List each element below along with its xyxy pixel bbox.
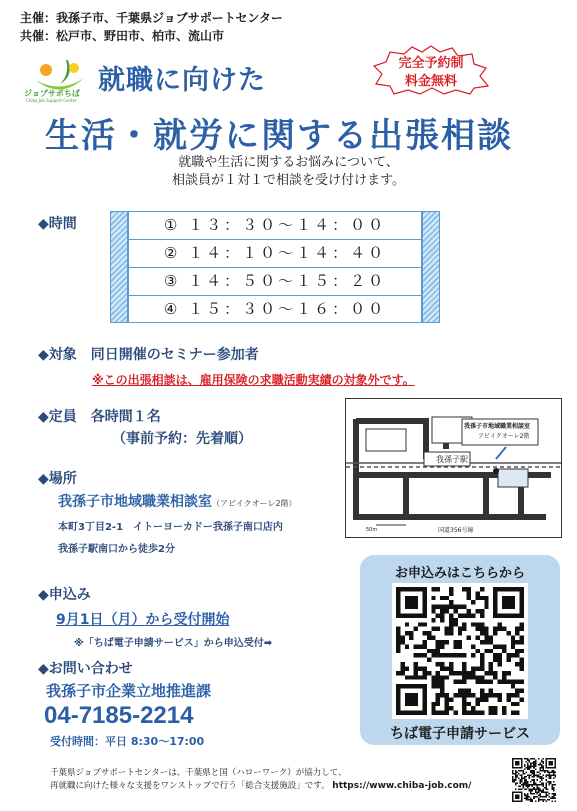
time-heading: ◆時間 <box>38 216 77 232</box>
qr-caption: ちば電子申請サービス <box>390 726 530 742</box>
map-office-sub: アビイクオーレ2階 <box>478 433 530 440</box>
place-name-text: 我孫子市地域職業相談室 <box>58 494 212 510</box>
location-map <box>345 398 562 538</box>
apply-start: 9月1日（月）から受付開始 <box>56 612 230 628</box>
map-station-label: 我孫子駅 <box>436 455 468 464</box>
time-slot: ① １３：３０～１４：００ <box>129 212 421 240</box>
stripe-right <box>422 211 440 323</box>
contact-phone: 04-7185-2214 <box>44 702 194 729</box>
stamp-line1: 完全予約制 <box>398 56 464 71</box>
place-heading: ◆場所 <box>38 471 77 487</box>
capacity-heading: ◆定員 各時間１名 <box>38 409 161 425</box>
time-slot: ④ １５：３０～１６：００ <box>163 300 387 318</box>
time-table <box>110 211 440 323</box>
footer-url[interactable]: https://www.chiba-job.com/ <box>332 781 472 791</box>
cohost-line: 共催：松戸市、野田市、柏市、流山市 <box>20 29 225 43</box>
time-slot: ③ １４：５０～１５：２０ <box>129 268 421 296</box>
apply-qr-panel[interactable] <box>360 555 560 745</box>
footer-line1: 千葉県ジョブサポートセンターは、千葉県と国（ハローワーク）が協力して、 <box>50 768 347 778</box>
apply-heading: ◆申込み <box>38 587 91 603</box>
intro-line1: 就職や生活に関するお悩みについて、 <box>178 155 399 170</box>
logo-name: ジョブサポちば <box>24 89 80 98</box>
qr-title: お申込みはこちらから <box>394 566 525 581</box>
stripe-left <box>110 211 128 323</box>
time-slot: ② １４：１０～１４：４０ <box>129 240 421 268</box>
page-title: 生活・就労に関する出張相談 <box>45 116 513 156</box>
apply-note: ※「ちば電子申請サービス」から申込受付➡ <box>74 638 273 649</box>
footer-line2-text: 再就職に向けた様々な支援をワンストップで行う「総合支援施設」です。 <box>50 781 330 791</box>
target-heading: ◆対象 同日開催のセミナー参加者 <box>38 347 259 363</box>
contact-heading: ◆お問い合わせ <box>38 661 133 677</box>
footer-line2 <box>50 780 471 793</box>
time-slots <box>128 211 422 323</box>
target-note: ※この出張相談は、雇用保険の求職活動実績の対象外です。 <box>92 373 415 387</box>
intro-text <box>0 154 577 190</box>
qr-code-icon[interactable] <box>392 583 528 719</box>
title-line1: 就職に向けた <box>98 65 266 96</box>
map-scale: 50m <box>366 527 378 533</box>
place-access: 我孫子駅南口から徒歩2分 <box>58 544 175 555</box>
logo-sub: Chiba Job Support Center <box>26 98 77 103</box>
place-address: 本町3丁目2-1 イトーヨーカドー我孫子南口店内 <box>58 522 283 533</box>
reservation-stamp <box>372 44 490 96</box>
place-name <box>58 491 297 511</box>
map-office-label: 我孫子市地域職業相談室 <box>464 423 531 430</box>
intro-line2: 相談員が１対１で相談を受け付けます。 <box>172 173 405 188</box>
place-name-note: （アビイクオーレ2階） <box>212 499 297 508</box>
map-route-label: 国道356号線 <box>438 527 474 534</box>
stamp-line2: 料金無料 <box>404 74 457 89</box>
capacity-sub: （事前予約：先着順） <box>112 431 252 447</box>
map-drawing-icon <box>346 399 562 538</box>
small-qr-code-icon[interactable] <box>512 758 556 802</box>
contact-dept: 我孫子市企業立地推進課 <box>46 682 212 700</box>
contact-hours: 受付時間：平日 8:30～17:00 <box>50 735 205 748</box>
host-line: 主催：我孫子市、千葉県ジョブサポートセンター <box>20 11 283 25</box>
